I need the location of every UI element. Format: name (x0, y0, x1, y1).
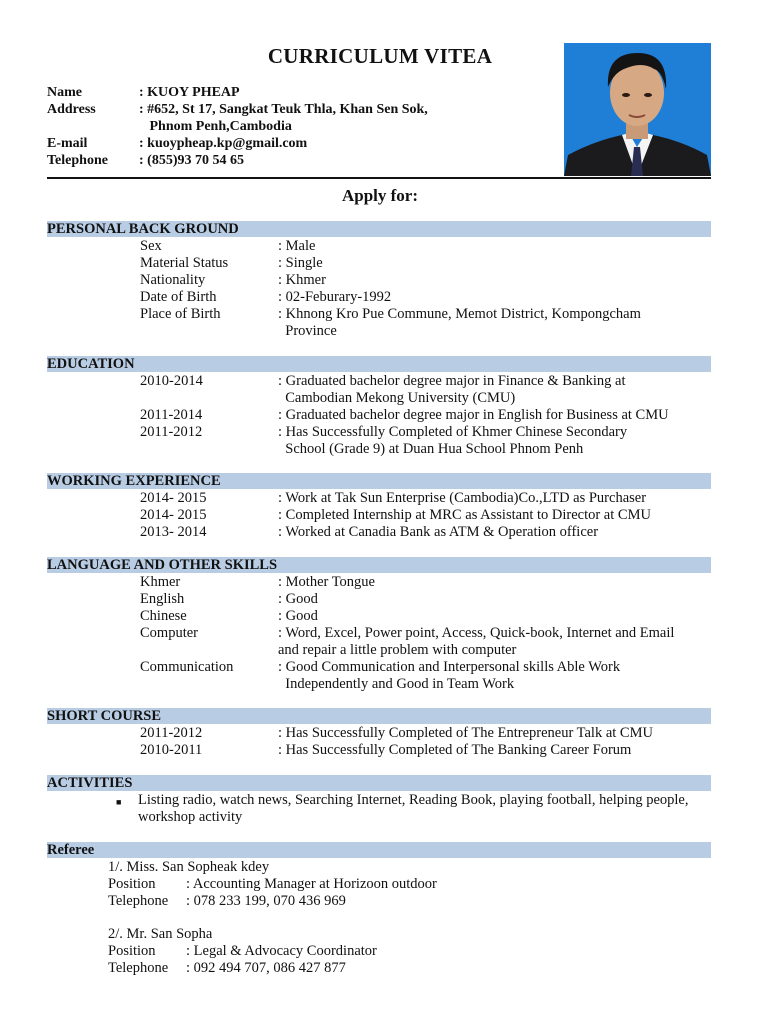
section-referee-heading: Referee (47, 842, 711, 858)
referee-1 (108, 859, 437, 910)
table-row: English : Good (140, 591, 318, 607)
contact-block (47, 84, 428, 169)
section-work-heading: WORKING EXPERIENCE (47, 473, 711, 489)
table-row: 2014- 2015 : Completed Internship at MRC as Assistant to Director at CMU (140, 507, 651, 523)
section-work-rows (140, 490, 715, 541)
table-row: 2014- 2015 : Work at Tak Sun Enterprise (Cambodia)Co.,LTD as Purchaser (140, 490, 647, 506)
section-activities-heading: ACTIVITIES (47, 775, 711, 791)
table-row: Computer : Word, Excel, Power point, Access, Quick-book, Internet and Email and repair a little problem with computer (140, 625, 675, 658)
contact-email-row: E-mail : kuoypheap.kp@gmail.com (47, 136, 308, 151)
section-language-rows (140, 574, 715, 693)
contact-address-row: Address : #652, St 17, Sangkat Teuk Thla, Khan Sen Sok, (47, 102, 428, 117)
section-education-rows (140, 373, 715, 458)
table-row: 2013- 2014 : Worked at Canadia Bank as ATM & Operation officer (140, 524, 599, 540)
contact-name-row: Name : KUOY PHEAP (47, 85, 240, 100)
table-row: Chinese : Good (140, 608, 318, 624)
table-row: 2011-2014 : Graduated bachelor degree major in English for Business at CMU (140, 407, 669, 423)
table-row: Place of Birth : Khnong Kro Pue Commune, Memot District, Kompongcham Province (140, 306, 641, 339)
referee-name: 1/. Miss. San Sopheak kdey (108, 859, 270, 875)
section-personal-rows (140, 238, 715, 340)
section-short-course-rows (140, 725, 715, 759)
referee-telephone: Telephone : 092 494 707, 086 427 877 (108, 960, 346, 976)
activities-list-item: ■ Listing radio, watch news, Searching Internet, Reading Book, playing football, helping people, workshop activity (116, 792, 689, 825)
table-row: 2011-2012 : Has Successfully Completed of The Entrepreneur Talk at CMU (140, 725, 653, 741)
table-row: Sex : Male (140, 238, 316, 254)
contact-address-row-2: Phnom Penh,Cambodia (139, 119, 292, 134)
section-short-course-heading: SHORT COURSE (47, 708, 711, 724)
profile-photo (564, 43, 711, 176)
header-divider (47, 177, 711, 179)
table-row: 2011-2012 : Has Successfully Completed of Khmer Chinese Secondary School (Grade 9) at Duan Hua School Phnom Penh (140, 424, 628, 457)
referee-position: Position : Legal & Advocacy Coordinator (108, 943, 377, 959)
contact-telephone-row: Telephone : (855)93 70 54 65 (47, 153, 244, 168)
document-title: CURRICULUM VITEA (267, 44, 493, 68)
referee-position: Position : Accounting Manager at Horizoon outdoor (108, 876, 437, 892)
table-row: Communication : Good Communication and Interpersonal skills Able Work Independently and Good in Team Work (140, 659, 621, 692)
section-language-heading: LANGUAGE AND OTHER SKILLS (47, 557, 711, 573)
bullet-icon: ■ (116, 797, 122, 807)
table-row: 2010-2011 : Has Successfully Completed of The Banking Career Forum (140, 742, 632, 758)
table-row: 2010-2014 : Graduated bachelor degree major in Finance & Banking at Cambodian Mekong University (CMU) (140, 373, 626, 406)
referee-telephone: Telephone : 078 233 199, 070 436 969 (108, 893, 346, 909)
section-education-heading: EDUCATION (47, 356, 711, 372)
table-row: Khmer : Mother Tongue (140, 574, 375, 590)
section-personal-heading: PERSONAL BACK GROUND (47, 221, 711, 237)
table-row: Material Status : Single (140, 255, 323, 271)
referee-name: 2/. Mr. San Sopha (108, 926, 213, 942)
table-row: Date of Birth : 02-Feburary-1992 (140, 289, 392, 305)
table-row: Nationality : Khmer (140, 272, 326, 288)
referee-2 (108, 926, 377, 977)
apply-for-heading: Apply for: (341, 186, 419, 205)
